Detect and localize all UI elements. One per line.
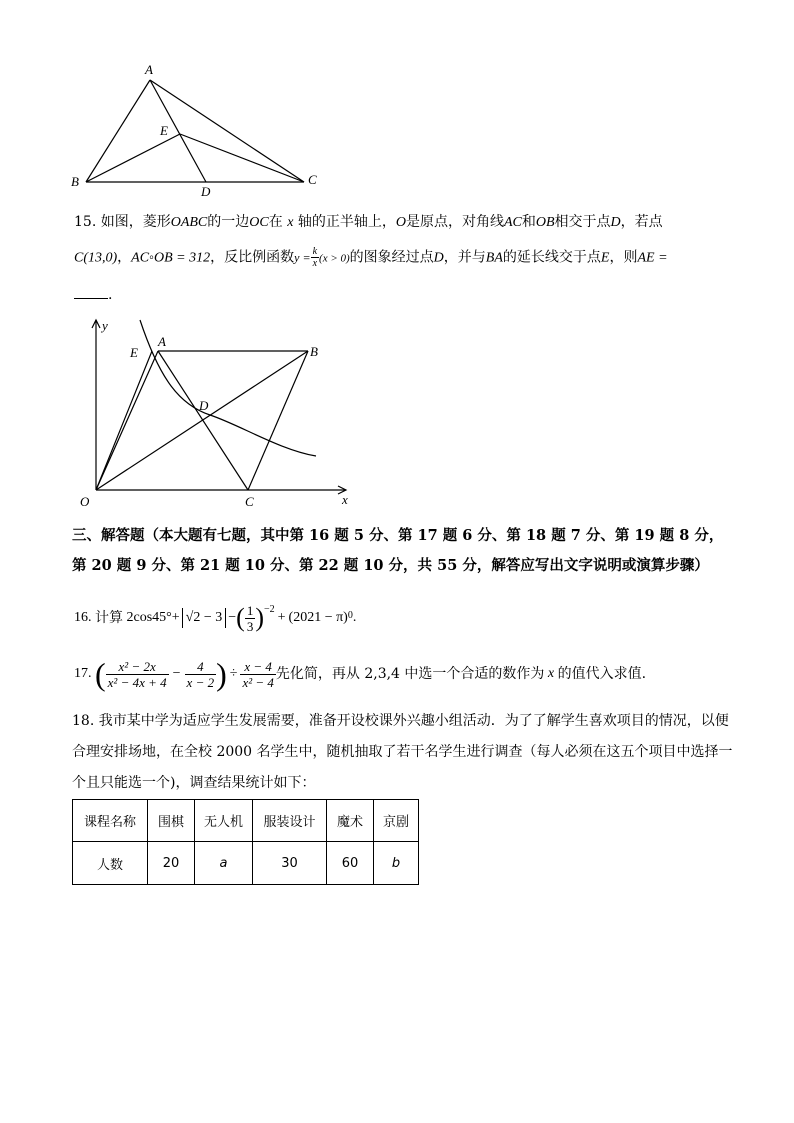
q18-line1: 18. 我市某中学为适应学生发展需要，准备开设校课外兴趣小组活动．为了了解学生喜欢项目的情况，以便 — [72, 713, 729, 729]
q18-line2: 合理安排场地，在全校 2000 名学生中，随机抽取了若干名学生进行调查（每人必须在这五个项目中选择一 — [72, 744, 733, 760]
table-cell: 20 — [148, 842, 195, 885]
table-cell: 服装设计 — [253, 800, 327, 842]
label-a: A — [145, 62, 153, 77]
label-b: B — [71, 174, 79, 189]
segment-ac — [158, 351, 248, 490]
label-o: O — [80, 494, 90, 509]
survey-table — [72, 799, 419, 885]
table-cell: 围棋 — [148, 800, 195, 842]
table-cell: 人数 — [73, 842, 148, 885]
table-cell: 60 — [327, 842, 374, 885]
table-cell: 魔术 — [327, 800, 374, 842]
segment-be — [86, 134, 180, 182]
table-cell: 30 — [253, 842, 327, 885]
label-x: x — [342, 492, 348, 507]
rhombus-figure — [60, 310, 380, 510]
segment-ad — [150, 80, 206, 182]
segment-ac — [150, 80, 304, 182]
label-a: A — [158, 334, 166, 349]
label-e: E — [130, 345, 138, 360]
table-header-row — [73, 800, 419, 842]
q18-line3: 个且只能选一个)，调查结果统计如下： — [72, 775, 316, 791]
section3-heading-line2: 第 20 题 9 分、第 21 题 10 分、第 22 题 10 分，共 55 分，解答应写出文字说明或演算步骤） — [72, 557, 709, 574]
label-d: D — [201, 184, 211, 199]
table-cell: 京剧 — [374, 800, 419, 842]
label-d: D — [199, 398, 209, 413]
table-cell: 无人机 — [195, 800, 253, 842]
q17: 17. ( $\frac{\text{x² − 2x}}{\text{x² − 4x + 4}}$ − $\frac{4}{x - 2}$ ) ÷ $\frac{x - 4}{\text{x² − 4}}$ 先化简，再从 2,3,4 中选一个合适的数作为 x 的值代入求值. — [74, 656, 647, 692]
segment-bc — [248, 351, 308, 490]
q15-line1: 15. 如图，菱形OABC的一边OC在 x 轴的正半轴上，O是原点，对角线AC和OB相交于点D，若点 — [74, 214, 663, 230]
label-c: C — [308, 172, 317, 187]
segment-oe — [96, 351, 152, 490]
q15-answer-blank: . — [74, 284, 112, 305]
label-b: B — [310, 344, 318, 359]
table-cell: 课程名称 — [73, 800, 148, 842]
label-e: E — [160, 123, 168, 138]
table-cell: b — [374, 842, 419, 885]
segment-ob — [96, 351, 308, 490]
section3-heading-line1: 三、解答题（本大题有七题，其中第 16 题 5 分、第 17 题 6 分、第 18 题 7 分、第 19 题 8 分， — [72, 527, 724, 544]
label-y: y — [102, 318, 108, 333]
table-cell: a — [195, 842, 253, 885]
q15-line2: C(13,0)，AC◦OB = 312，反比例函数y = $\frac{k}{x}$ (x > 0)的图象经过点D，并与BA的延长线交于点E，则AE = — [74, 246, 668, 269]
triangle-figure — [60, 60, 340, 200]
q16: 16. 计算 2cos45°+ √2 − 3 − ( $\frac{1}{3}$ ) $^{-2}$ + (2021 − π) 0 . — [74, 602, 357, 634]
label-c: C — [245, 494, 254, 509]
table-row — [73, 842, 419, 885]
segment-ab — [86, 80, 150, 182]
hyperbola-curve — [140, 320, 316, 456]
